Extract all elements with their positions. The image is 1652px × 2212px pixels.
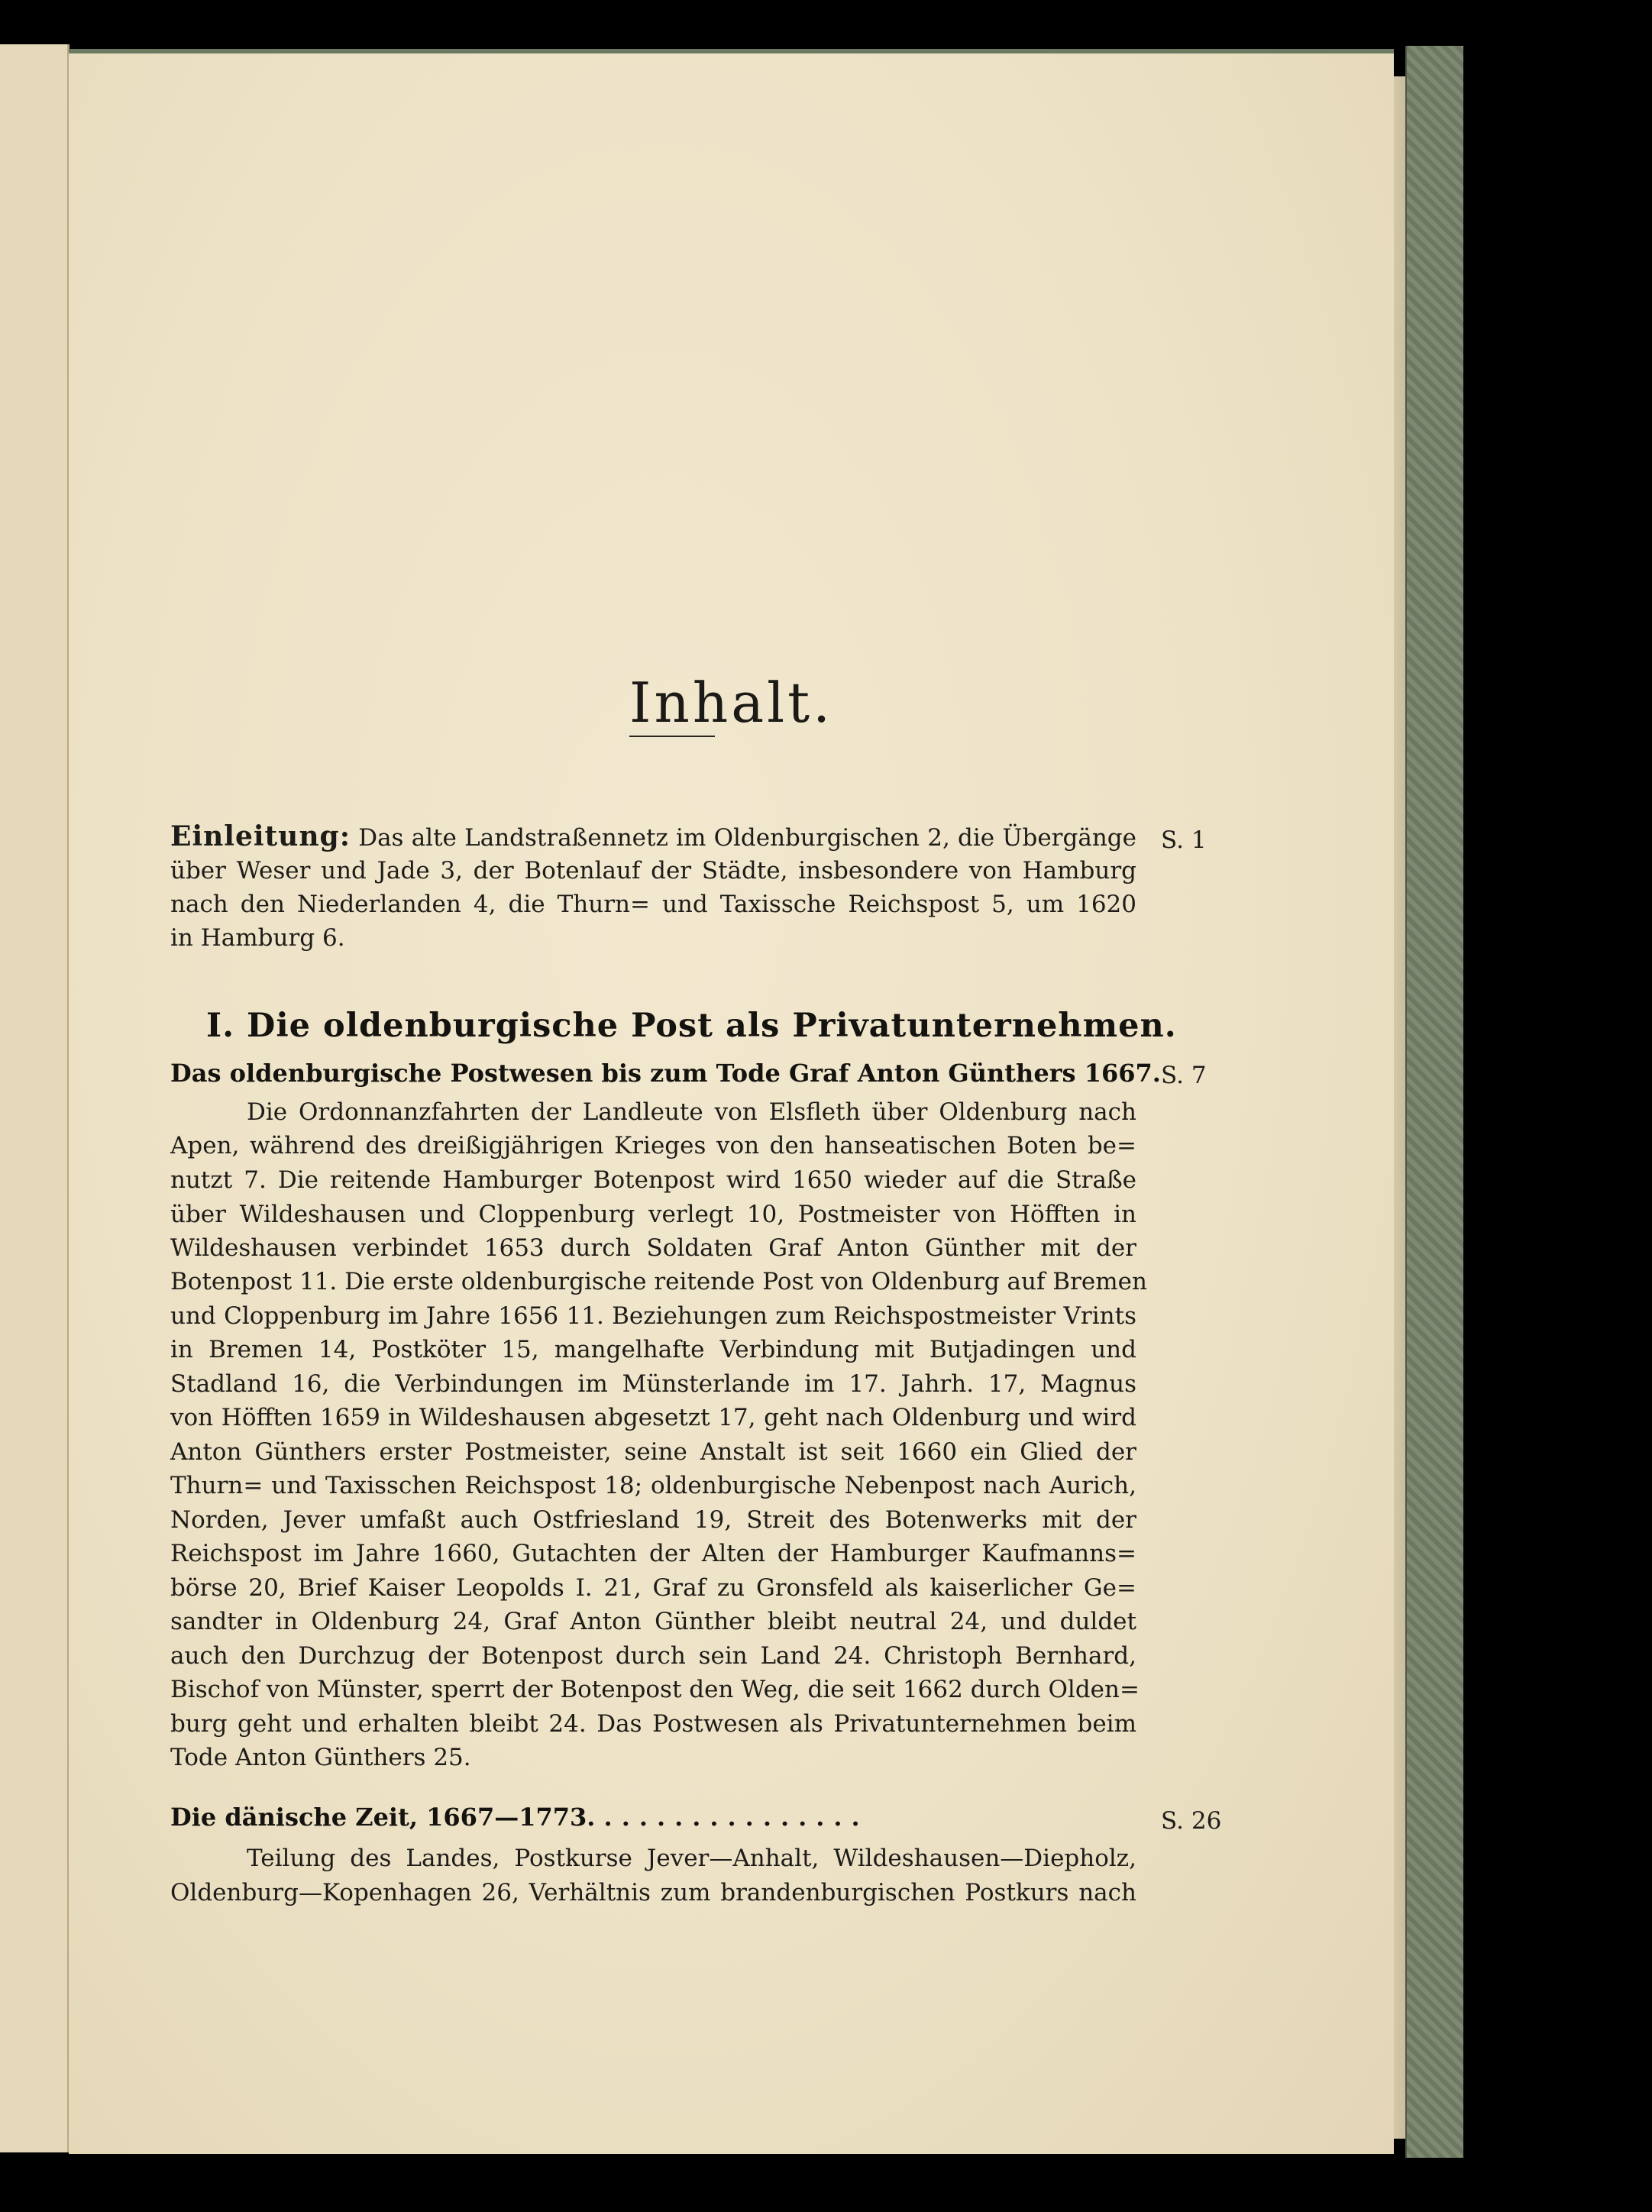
section-heading-1: Das oldenburgische Postwesen bis zum Tode Graf Anton Günthers 1667. — [170, 1059, 1161, 1088]
section-1-line: und Cloppenburg im Jahre 1656 11. Beziehungen zum Reichspostmeister Vrints — [170, 1302, 1136, 1330]
section-1-line: über Wildeshausen und Cloppenburg verlegt 10, Postmeister von Höfften in — [170, 1201, 1136, 1228]
section-1-line: Anton Günthers erster Postmeister, seine Anstalt ist seit 1660 ein Glied der — [170, 1438, 1136, 1466]
section-1-line: Botenpost 11. Die erste oldenburgische reitende Post von Oldenburg auf Bremen — [170, 1268, 1147, 1295]
section-1-line: auch den Durchzug der Botenpost durch sein Land 24. Christoph Bernhard, — [170, 1642, 1136, 1670]
intro-page-ref: S. 1 — [1161, 826, 1207, 854]
section-1-line: Bischof von Münster, sperrt der Botenpost den Weg, die seit 1662 durch Olden= — [170, 1676, 1140, 1703]
section-1-line: nutzt 7. Die reitende Hamburger Botenpost wird 1650 wieder auf die Straße — [170, 1166, 1136, 1194]
section-1-line: Apen, während des dreißigjährigen Krieges von den hanseatischen Boten be= — [170, 1132, 1136, 1159]
section-1-line: Thurn= und Taxisschen Reichspost 18; oldenburgische Nebenpost nach Aurich, — [170, 1472, 1136, 1499]
section-2-page-ref: S. 26 — [1161, 1807, 1222, 1835]
leader-dots: ............... — [603, 1803, 869, 1832]
section-1-line: Wildeshausen verbindet 1653 durch Soldaten Graf Anton Günther mit der — [170, 1234, 1136, 1262]
section-1-line: Tode Anton Günthers 25. — [170, 1744, 471, 1771]
section-1-line: in Bremen 14, Postköter 15, mangelhafte Verbindung mit Butjadingen und — [170, 1336, 1136, 1363]
intro-line-2: über Weser und Jade 3, der Botenlauf der Städte, insbesondere von Hamburg — [170, 857, 1136, 884]
intro-line-4: in Hamburg 6. — [170, 924, 345, 952]
section-2-line: Teilung des Landes, Postkurse Jever—Anhalt, Wildeshausen—Diepholz, — [247, 1845, 1136, 1872]
section-1-line: Die Ordonnanzfahrten der Landleute von Elsfleth über Oldenburg nach — [247, 1098, 1136, 1126]
facing-page-edge — [0, 44, 70, 2152]
section-1-line: börse 20, Brief Kaiser Leopolds I. 21, Graf zu Gronsfeld als kaiserlicher Ge= — [170, 1574, 1136, 1602]
section-1-line: Norden, Jever umfaßt auch Ostfriesland 19, Streit des Botenwerks mit der — [170, 1506, 1136, 1534]
section-1-line: Stadland 16, die Verbindungen im Münsterlande im 17. Jahrh. 17, Magnus — [170, 1370, 1136, 1398]
section-1-line: von Höfften 1659 in Wildeshausen abgesetzt 17, geht nach Oldenburg und wird — [170, 1404, 1136, 1431]
intro-line-1: Einleitung: Das alte Landstraßennetz im Oldenburgischen 2, die Übergänge — [170, 820, 1136, 852]
title-rule — [629, 736, 715, 737]
section-1-page-ref: S. 7 — [1161, 1062, 1207, 1089]
page-title: Inhalt. — [629, 671, 833, 735]
intro-label: Einleitung: — [170, 820, 351, 852]
section-2-line: Oldenburg—Kopenhagen 26, Verhältnis zum brandenburgischen Postkurs nach — [170, 1879, 1136, 1906]
book-page — [69, 49, 1394, 2154]
section-1-line: Reichspost im Jahre 1660, Gutachten der Alten der Hamburger Kaufmanns= — [170, 1540, 1136, 1567]
intro-line-3: nach den Niederlanden 4, die Thurn= und Taxissche Reichspost 5, um 1620 — [170, 891, 1136, 918]
section-1-line: sandter in Oldenburg 24, Graf Anton Günther bleibt neutral 24, und duldet — [170, 1608, 1136, 1635]
section-1-line: burg geht und erhalten bleibt 24. Das Postwesen als Privatunternehmen beim — [170, 1710, 1136, 1738]
section-heading-2: Die dänische Zeit, 1667—1773. ............... — [170, 1803, 869, 1832]
book-cover-edge — [1405, 46, 1463, 2158]
part-heading: I. Die oldenburgische Post als Privatunternehmen. — [206, 1007, 1177, 1045]
